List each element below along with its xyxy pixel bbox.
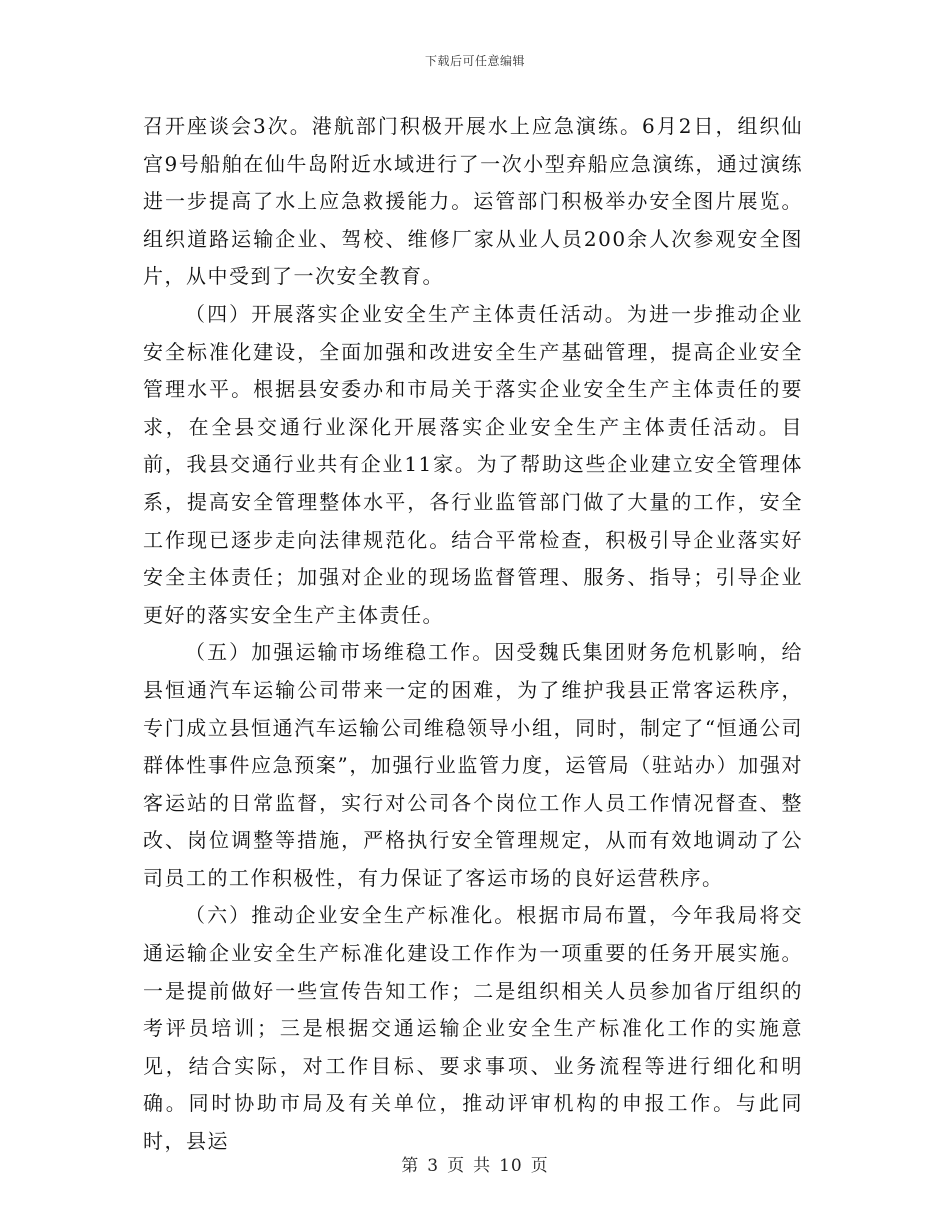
- paragraph-4: （六）推动企业安全生产标准化。根据市局布置，今年我局将交通运输企业安全生产标准化建设工作作为一项重要的任务开展实施。一是提前做好一些宣传告知工作；二是组织相关人员参加省厅组织的考评员培训；三是根据交通运输企业安全生产标准化工作的实施意见，结合实际，对工作目标、要求事项、业务流程等进行细化和明确。同时协助市局及有关单位，推动评审机构的申报工作。与此同时，县运: [143, 903, 803, 1154]
- footer-page-word: 页: [447, 1156, 466, 1176]
- page-header: 下载后可任意编辑: [424, 54, 525, 68]
- document-body: [143, 108, 803, 1161]
- footer-total-word: 共: [473, 1156, 492, 1176]
- footer-prefix: 第: [401, 1156, 420, 1176]
- current-page-number: 3: [427, 1156, 440, 1176]
- total-pages-number: 10: [499, 1156, 523, 1176]
- paragraph-1: 召开座谈会3次。港航部门积极开展水上应急演练。6月2日，组织仙宫9号船舶在仙牛岛附近水域进行了一次小型弃船应急演练，通过演练进一步提高了水上应急救援能力。运管部门积极举办安全图片展览。组织道路运输企业、驾校、维修厂家从业人员200余人次参观安全图片，从中受到了一次安全教育。: [143, 114, 803, 289]
- paragraph-2: （四）开展落实企业安全生产主体责任活动。为进一步推动企业安全标准化建设，全面加强和改进安全生产基础管理，提高企业安全管理水平。根据县安委办和市局关于落实企业安全生产主体责任的要求，在全县交通行业深化开展落实企业安全生产主体责任活动。目前，我县交通行业共有企业11家。为了帮助这些企业建立安全管理体系，提高安全管理整体水平，各行业监管部门做了大量的工作，安全工作现已逐步走向法律规范化。结合平常检查，积极引导企业落实好安全主体责任；加强对企业的现场监督管理、服务、指导；引导企业更好的落实安全生产主体责任。: [143, 301, 803, 627]
- page-footer: [0, 1151, 950, 1176]
- paragraph-3: （五）加强运输市场维稳工作。因受魏氏集团财务危机影响，给县恒通汽车运输公司带来一定的困难，为了维护我县正常客运秩序，专门成立县恒通汽车运输公司维稳领导小组，同时，制定了“恒通公司群体性事件应急预案”，加强行业监管力度，运管局（驻站办）加强对客运站的日常监督，实行对公司各个岗位工作人员工作情况督查、整改、岗位调整等措施，严格执行安全管理规定，从而有效地调动了公司员工的工作积极性，有力保证了客运市场的良好运营秩序。: [143, 640, 803, 890]
- footer-suffix: 页: [530, 1156, 549, 1176]
